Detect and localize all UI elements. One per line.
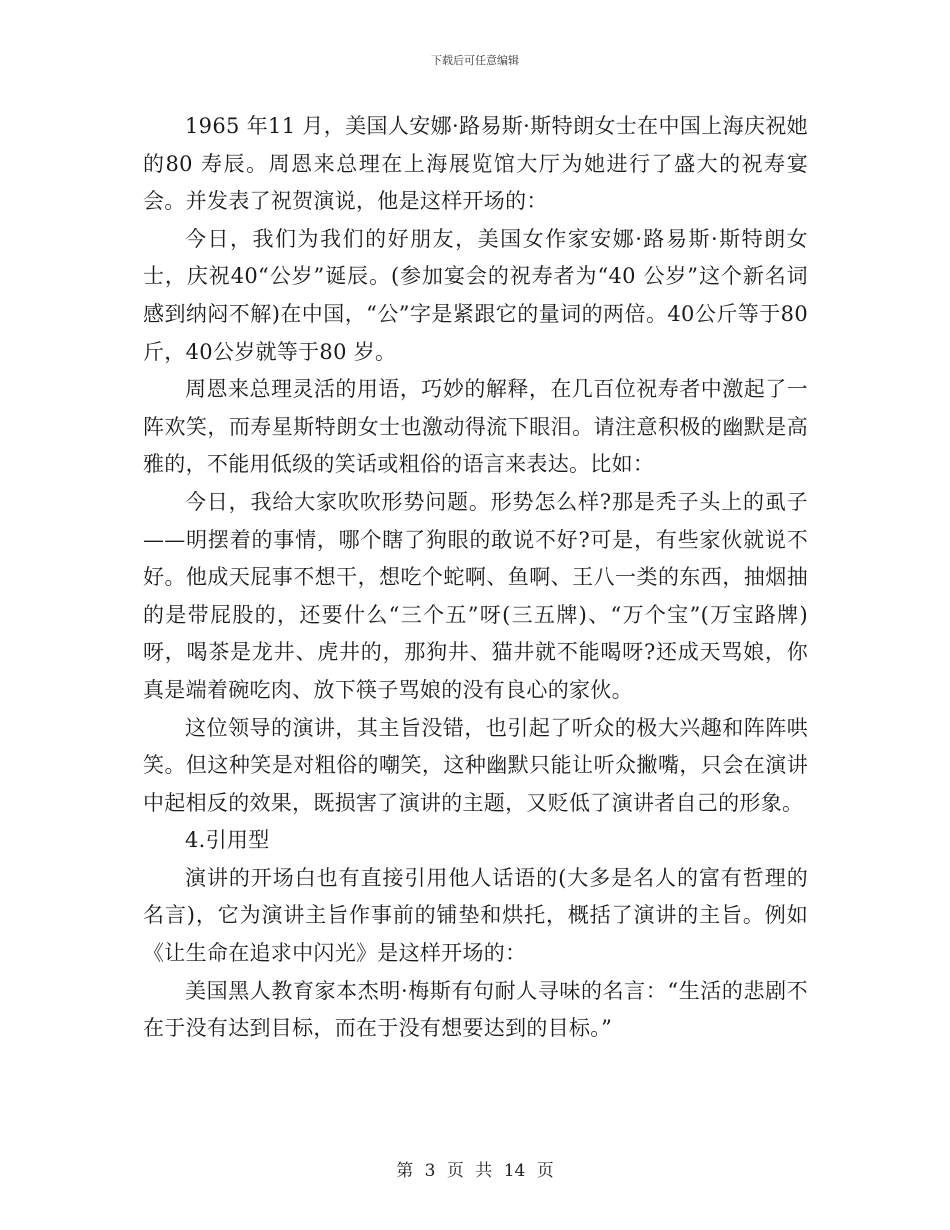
document-body xyxy=(143,108,808,1048)
paragraph: 这位领导的演讲，其主旨没错，也引起了听众的极大兴趣和阵阵哄笑。但这种笑是对粗俗的嘲笑，这种幽默只能让听众撇嘴，只会在演讲中起相反的效果，既损害了演讲的主题，又贬低了演讲者自己的形象。 xyxy=(143,715,808,815)
paragraph: 演讲的开场白也有直接引用他人话语的(大多是名人的富有哲理的名言)，它为演讲主旨作事前的铺垫和烘托，概括了演讲的主旨。例如《让生命在追求中闪光》是这样开场的： xyxy=(143,865,808,966)
paragraph: 今日，我给大家吹吹形势问题。形势怎么样?那是秃子头上的虱子——明摆着的事情，哪个瞎了狗眼的敢说不好?可是，有些家伙就说不好。他成天屁事不想干，想吃个蛇啊、鱼啊、王八一类的东西，抽烟抽的是带屁股的，还要什么“三个五”呀(三五牌)、“万个宝”(万宝路牌)呀，喝茶是龙井、虎井的，那狗井、猫井就不能喝呀?还成天骂娘，你真是端着碗吃肉、放下筷子骂娘的没有良心的家伙。 xyxy=(143,489,808,702)
page-header: 下载后可任意编辑 xyxy=(431,54,519,67)
paragraph: 1965 年11 月，美国人安娜·路易斯·斯特朗女士在中国上海庆祝她的80 寿辰。周恩来总理在上海展览馆大厅为她进行了盛大的祝寿宴会。并发表了祝贺演说，他是这样开场的： xyxy=(143,114,808,214)
paragraph: 今日，我们为我们的好朋友，美国女作家安娜·路易斯·斯特朗女士，庆祝40“公岁”诞辰。(参加宴会的祝寿者为“40 公岁”这个新名词感到纳闷不解)在中国，“公”字是紧跟它的量词的两倍。40公斤等于80 斤，40公岁就等于80 岁。 xyxy=(143,226,808,364)
section-heading: 4.引用型 xyxy=(185,828,270,853)
paragraph: 美国黑人教育家本杰明·梅斯有句耐人寻味的名言：“生活的悲剧不在于没有达到目标，而在于没有想要达到的目标。” xyxy=(143,978,808,1041)
page-footer: 第 3 页 共 14 页 xyxy=(396,1161,554,1181)
paragraph: 周恩来总理灵活的用语，巧妙的解释，在几百位祝寿者中激起了一阵欢笑，而寿星斯特朗女士也激动得流下眼泪。请注意积极的幽默是高雅的，不能用低级的笑话或粗俗的语言来表达。比如： xyxy=(143,377,808,477)
